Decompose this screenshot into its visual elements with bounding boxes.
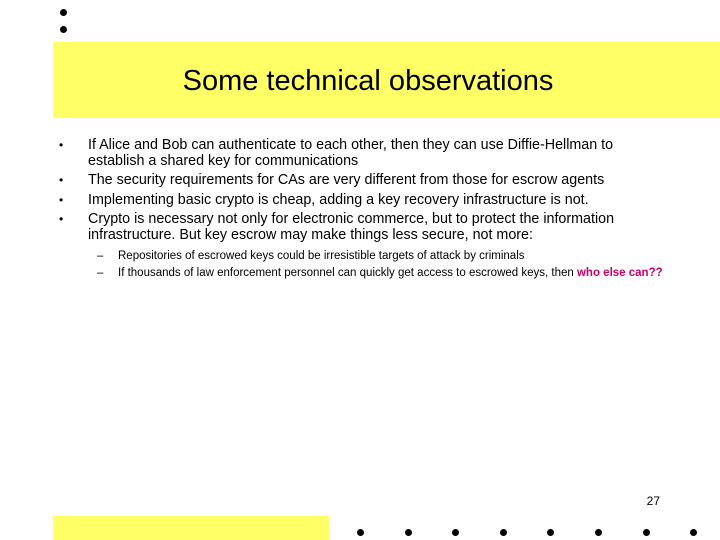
bullet-text: If Alice and Bob can authenticate to each other, then they can use Diffie-Hellman to establish a shared key for communications: [88, 137, 614, 169]
decor-dot: [595, 529, 602, 536]
decor-dot: [547, 529, 554, 536]
bullet-text: Implementing basic crypto is cheap, adding a key recovery infrastructure is not.: [88, 191, 589, 208]
decor-dot: [643, 529, 650, 536]
bullet-item: [56, 193, 666, 209]
decor-dot: [357, 529, 364, 536]
footer-band: [53, 516, 329, 540]
sub-bullet-text: Repositories of escrowed keys could be irresistible targets of attack by criminals: [118, 250, 525, 262]
decor-dot: [690, 529, 697, 536]
slide-title: Some technical observations: [182, 65, 554, 97]
bullet-item: [56, 173, 666, 189]
sub-bullet-list: [88, 249, 666, 280]
highlighted-question: who else can??: [576, 267, 663, 279]
bullet-list: [56, 138, 666, 284]
bullet-text: Crypto is necessary not only for electronic commerce, but to protect the information infrastructure. But key escrow may make things less secure, not more:: [88, 211, 615, 243]
bullet-marker: •: [59, 212, 64, 226]
decor-dot: [405, 529, 412, 536]
page-number: 27: [646, 494, 660, 508]
decor-dot: [500, 529, 507, 536]
sub-bullet-text: If thousands of law enforcement personnel can quickly get access to escrowed keys, then: [118, 267, 577, 279]
bullet-marker: •: [59, 192, 64, 207]
sub-bullet-item: [88, 249, 666, 263]
sub-bullet-marker: –: [97, 250, 104, 262]
decor-dot: [60, 9, 67, 16]
decor-dot: [60, 26, 67, 33]
bullet-item: [56, 138, 666, 169]
bullet-text: The security requirements for CAs are very different from those for escrow agents: [88, 172, 605, 188]
bullet-item: [56, 212, 666, 280]
sub-bullet-item: [88, 266, 666, 280]
bullet-marker: •: [59, 138, 64, 152]
decor-dot: [452, 529, 459, 536]
bullet-marker: •: [59, 173, 64, 187]
sub-bullet-marker: –: [97, 267, 104, 279]
